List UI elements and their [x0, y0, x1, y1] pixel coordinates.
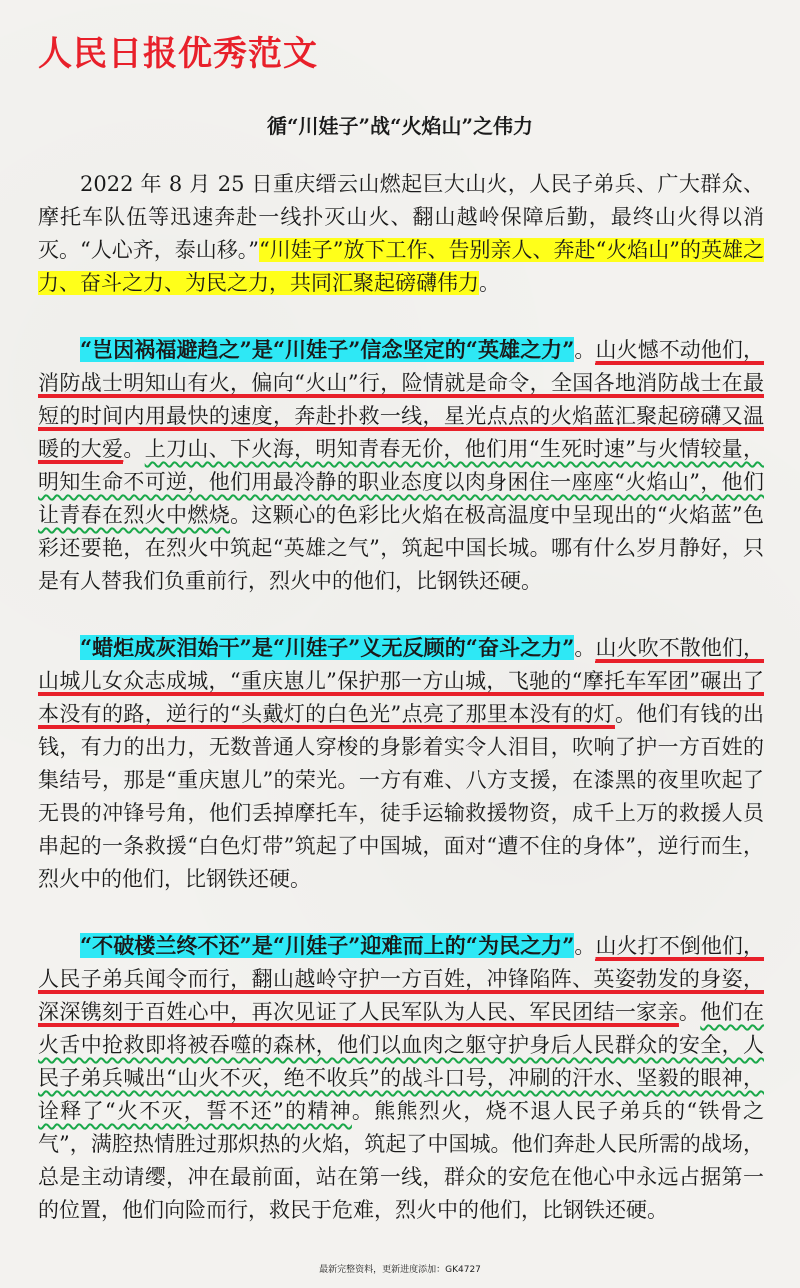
people-punct-2: 。	[678, 1000, 701, 1024]
struggle-heading: “蜡炬成灰泪始干”是“川娃子”义无反顾的“奋斗之力”	[80, 635, 575, 660]
paragraph-people	[38, 929, 764, 1227]
struggle-rest: 。他们有钱的出钱，有力的出力，无数普通人穿梭的身影着实令人泪目，吹响了护一方百姓的集结号，那是“重庆崽儿”的荣光。一方有难、八方支援，在漆黑的夜里吹起了无畏的冲锋号角，他们丢掉摩托车，徒手运输救援物资，成千上万的救援人员串起的一条救援“白色灯带”筑起了中国城，面对“遭不住的身体”，逆行而生，烈火中的他们，比钢铁还硬。	[38, 702, 764, 891]
footer-note: 最新完整资料，更新进度添加：GK4727	[319, 1265, 481, 1275]
paragraph-heroic	[38, 333, 764, 598]
people-red-underline: 山火打不倒他们，人民子弟兵闻令而行，翻山越岭守护一方百姓，冲锋陷阵、英姿勃发的身姿，深深镌刻于百姓心中，再次见证了人民军队为人民、军民团结一家亲	[38, 934, 764, 1027]
people-green-underline: 他们在火舌中抢救即将被吞噬的森林，他们以血肉之躯守护身后人民群众的安全，人民子弟兵喊出“山火不灭，绝不收兵”的战斗口号，冲刷的汗水、坚毅的眼神，诠释了“火不灭，誓不还”的精神	[38, 1000, 765, 1123]
article-title: 循“川娃子”战“火焰山”之伟力	[266, 114, 533, 138]
people-rest: 。熊熊烈火，烧不退人民子弟兵的“铁骨之气”，满腔热情胜过那炽热的火焰，筑起了中国城。他们奔赴人民所需的战场，总是主动请缨，冲在最前面，站在第一线，群众的安危在他心中永远占据第一的位置，他们向险而行，救民于危难，烈火中的他们，比钢铁还硬。	[38, 1099, 764, 1222]
paragraph-struggle	[38, 631, 764, 896]
heroic-punct-1: 。	[574, 338, 596, 362]
heroic-rest: 。这颗心的色彩比火焰在极高温度中呈现出的“火焰蓝”色彩还要艳，在烈火中筑起“英雄之气”，筑起中国长城。哪有什么岁月静好，只是有人替我们负重前行，烈火中的他们，比钢铁还硬。	[38, 503, 764, 593]
people-punct-1: 。	[574, 934, 596, 958]
heroic-red-underline: 山火憾不动他们，消防战士明知山有火，偏向“火山”行，险情就是命令，全国各地消防战士在最短的时间内用最快的速度，奔赴扑救一线，星光点点的火焰蓝汇聚起磅礴又温暖的大爱	[38, 338, 764, 464]
heroic-punct-2: 。	[123, 437, 145, 461]
article-body	[38, 168, 764, 1227]
heroic-green-underline: 上刀山、下火海，明知青春无价，他们用“生死时速”与火情较量，明知生命不可逆，他们用最冷静的职业态度以肉身困住一座座“火焰山”，他们让青春在烈火中燃烧	[38, 437, 764, 527]
struggle-punct: 。	[574, 636, 596, 660]
heroic-heading: “岂因祸福避趋之”是“川娃子”信念坚定的“英雄之力”	[80, 337, 575, 362]
intro-text: 2022 年 8 月 25 日重庆缙云山燃起巨大山火，人民子弟兵、广大群众、摩托车队伍等迅速奔赴一线扑灭山火、翻山越岭保障后勤，最终山火得以消灭。“人心齐，泰山移。”	[38, 172, 764, 262]
struggle-red-underline: 山火吹不散他们，山城儿女众志成城，“重庆崽儿”保护那一方山城，飞驰的“摩托车军团”碾出了本没有的路，逆行的“头戴灯的白色光”点亮了那里本没有的灯	[38, 636, 764, 729]
paragraph-intro	[38, 168, 764, 300]
people-heading: “不破楼兰终不还”是“川娃子”迎难而上的“为民之力”	[80, 933, 575, 958]
intro-highlight: “川娃子”放下工作、告别亲人、奔赴“火焰山”的英雄之力、奋斗之力、为民之力，共同汇聚起磅礴伟力	[38, 238, 764, 295]
brand-title: 人民日报优秀范文	[38, 34, 318, 74]
intro-end: 。	[479, 271, 500, 295]
